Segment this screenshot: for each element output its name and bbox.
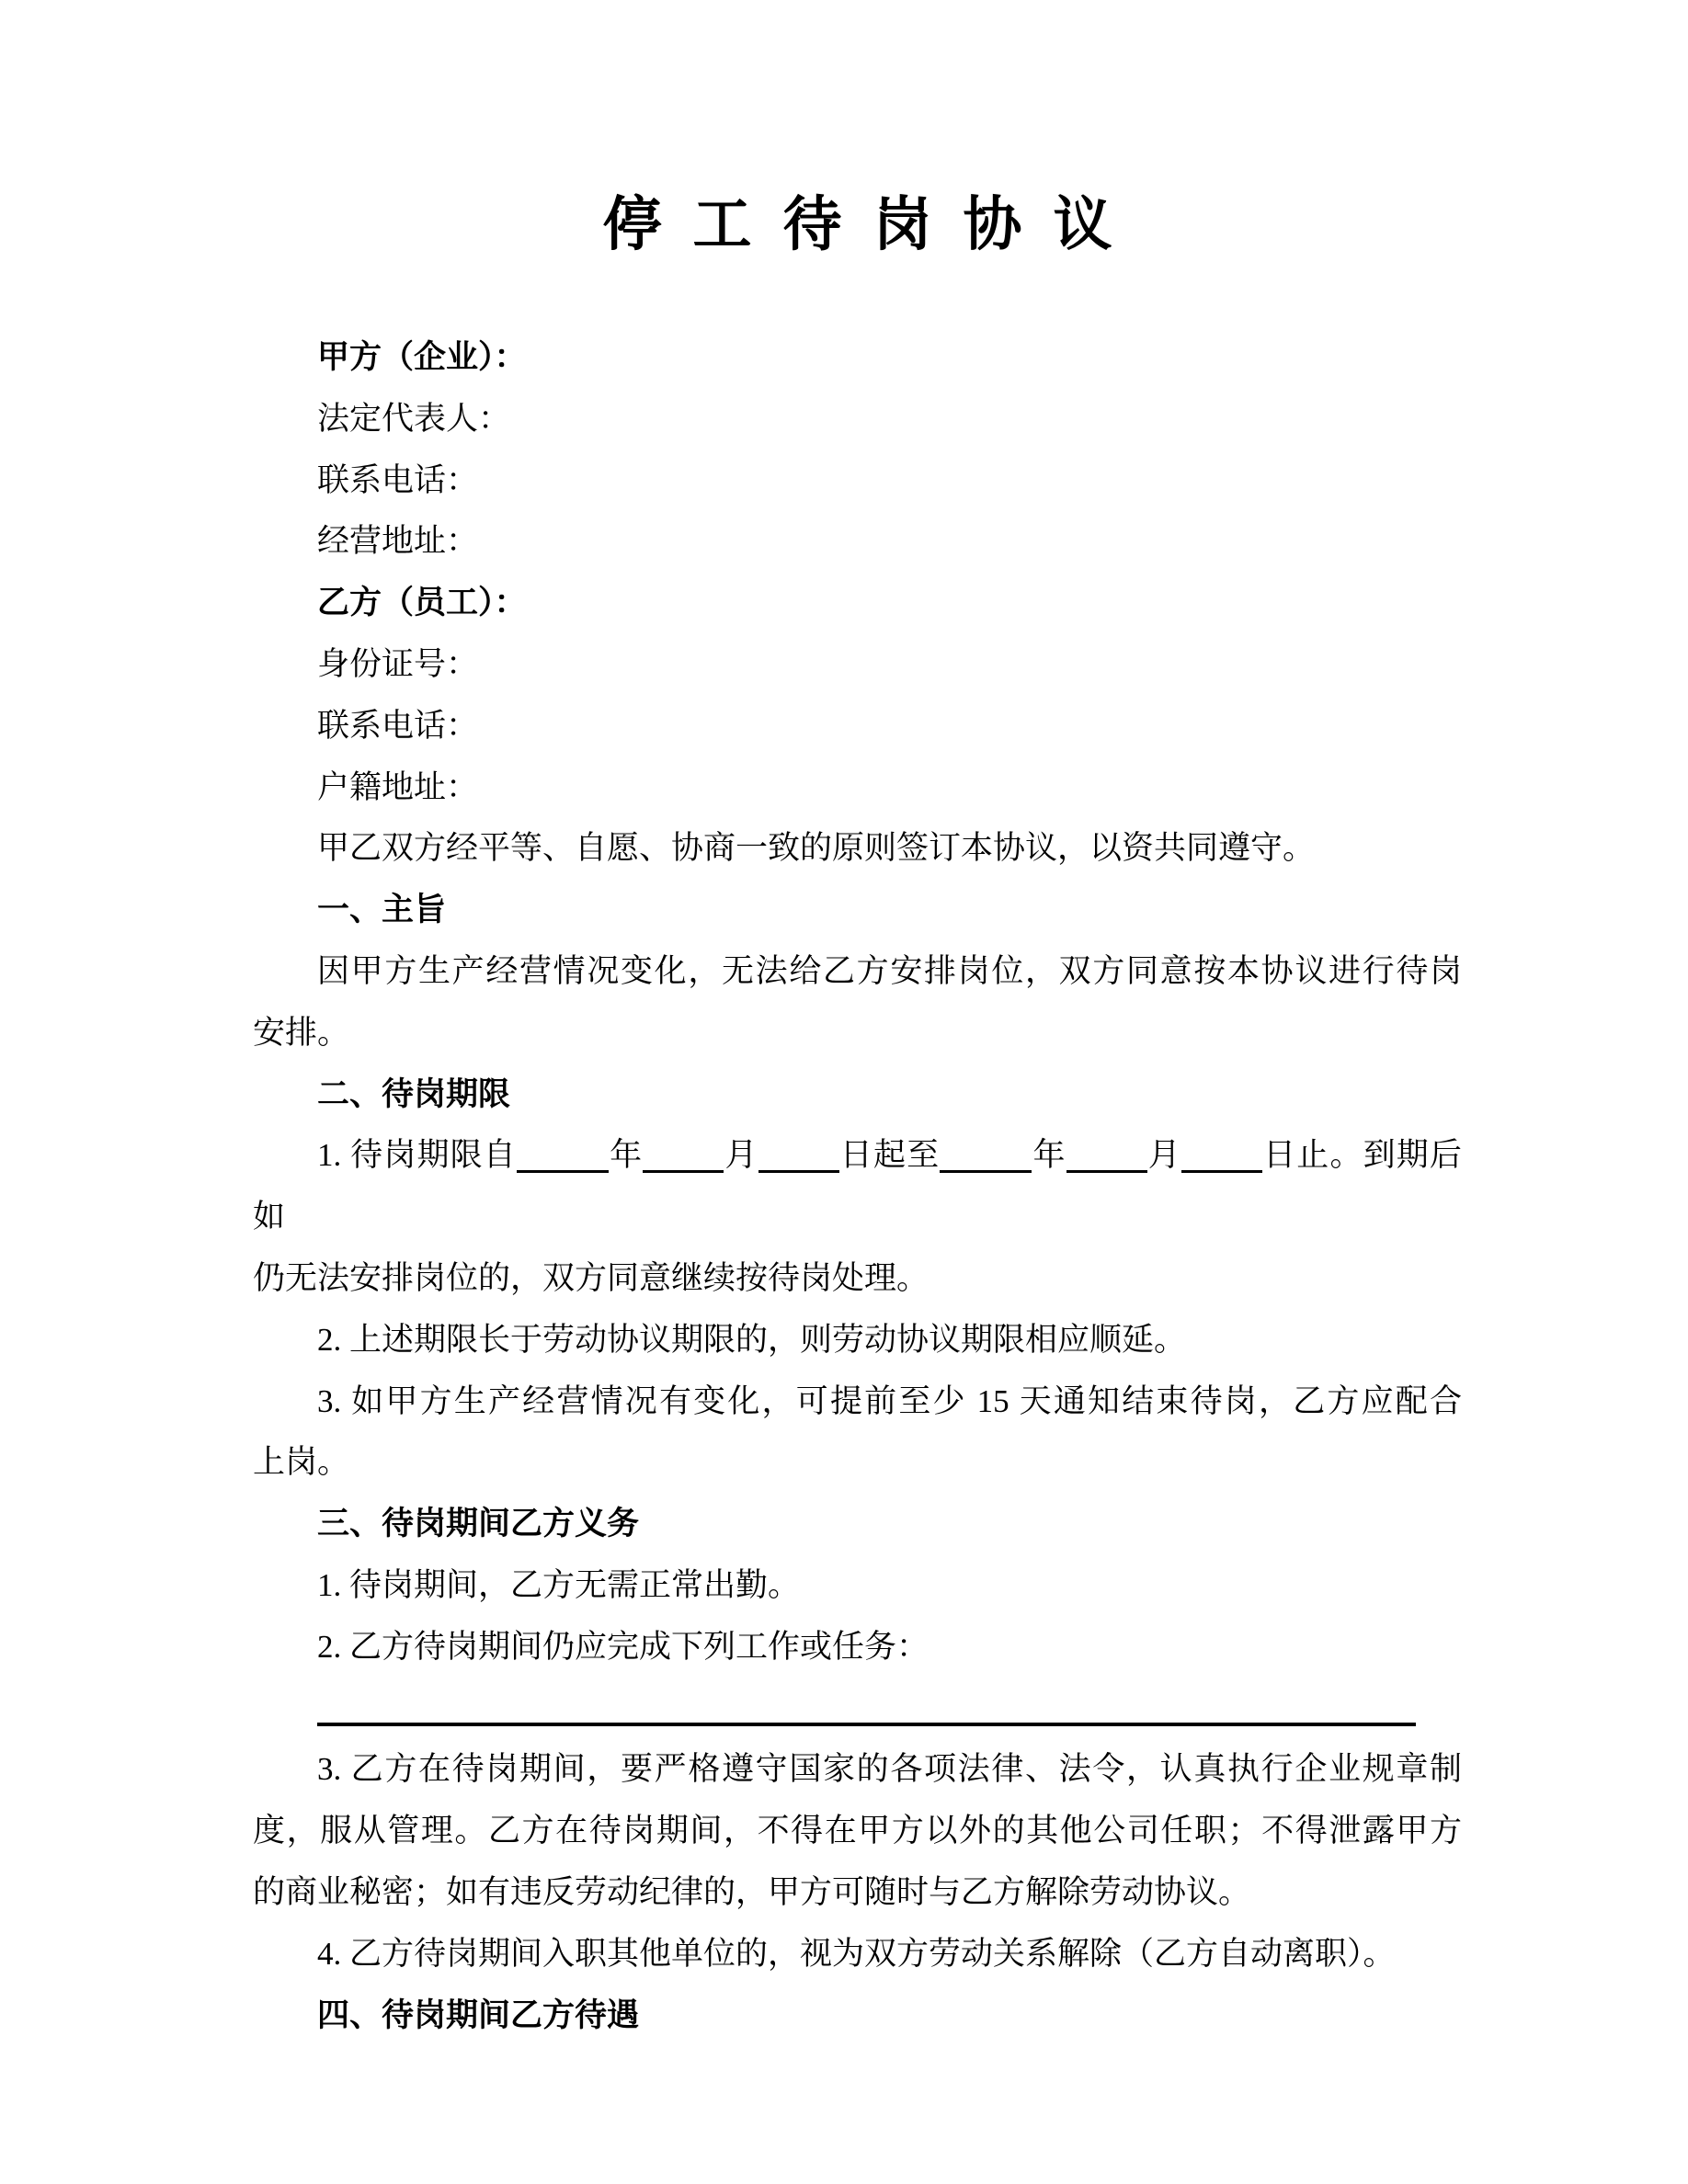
section-1-body-line-1: 因甲方生产经营情况变化，无法给乙方安排岗位，双方同意按本协议进行待岗	[317, 952, 1462, 989]
date-line-month1: 月	[724, 1137, 758, 1174]
section-2-heading: 二、待岗期限	[317, 1075, 511, 1112]
date-line-lead: 1. 待岗期限自	[317, 1137, 517, 1174]
document-title: 停工待岗协议	[602, 192, 1144, 257]
section-3-item-1: 1. 待岗期间，乙方无需正常出勤。	[317, 1566, 801, 1603]
section-2-item-1-date-line	[253, 1125, 1462, 1248]
section-3-item-3-line-2: 度，服从管理。乙方在待岗期间，不得在甲方以外的其他公司任职；不得泄露甲方	[253, 1813, 1462, 1849]
date-line-year2: 年	[1032, 1137, 1066, 1174]
party-b-label: 乙方（员工）：	[317, 585, 527, 621]
section-1-body-line-2: 安排。	[253, 1014, 350, 1051]
end-day-blank	[1181, 1161, 1262, 1173]
section-3-item-4: 4. 乙方待岗期间入职其他单位的，视为双方劳动关系解除（乙方自动离职）。	[317, 1935, 1396, 1972]
party-b-id-line: 身份证号：	[317, 645, 479, 682]
party-a-phone-line: 联系电话：	[317, 461, 479, 498]
section-2-item-3-line-2: 上岗。	[253, 1444, 350, 1481]
date-line-tail: 日止。到期后如	[253, 1137, 1462, 1235]
date-line-year1: 年	[608, 1137, 644, 1174]
party-b-phone-line: 联系电话：	[317, 707, 479, 744]
section-2-item-3-line-1: 3. 如甲方生产经营情况有变化，可提前至少 15 天通知结束待岗，乙方应配合	[317, 1382, 1462, 1419]
start-day-blank	[758, 1161, 839, 1173]
section-2-item-2: 2. 上述期限长于劳动协议期限的，则劳动协议期限相应顺延。	[317, 1321, 1187, 1358]
preamble: 甲乙双方经平等、自愿、协商一致的原则签订本协议，以资共同遵守。	[317, 830, 1316, 867]
start-year-blank	[517, 1161, 609, 1173]
section-3-heading: 三、待岗期间乙方义务	[317, 1506, 640, 1542]
tasks-blank-rule	[317, 1713, 1416, 1726]
section-2-item-1-line-2: 仍无法安排岗位的，双方同意继续按待岗处理。	[253, 1259, 930, 1296]
section-1-heading: 一、主旨	[317, 892, 447, 928]
section-3-item-3-line-1: 3. 乙方在待岗期间，要严格遵守国家的各项法律、法令，认真执行企业规章制	[317, 1751, 1462, 1788]
section-3-item-2: 2. 乙方待岗期间仍应完成下列工作或任务：	[317, 1628, 930, 1665]
date-line-month2: 月	[1146, 1137, 1181, 1174]
section-4-heading: 四、待岗期间乙方待遇	[317, 1996, 640, 2033]
tasks-blank-line	[253, 1678, 1462, 1740]
section-3-item-3-line-3: 的商业秘密；如有违反劳动纪律的，甲方可随时与乙方解除劳动协议。	[253, 1873, 1251, 1910]
party-a-legal-rep-line: 法定代表人：	[317, 400, 511, 437]
party-a-address-line: 经营地址：	[317, 523, 479, 560]
end-month-blank	[1066, 1161, 1147, 1173]
start-month-blank	[643, 1161, 724, 1173]
end-year-blank	[940, 1161, 1032, 1173]
party-b-address-line: 户籍地址：	[317, 768, 479, 805]
date-line-mid: 日起至	[838, 1137, 941, 1174]
party-a-label: 甲方（企业）：	[317, 339, 527, 375]
